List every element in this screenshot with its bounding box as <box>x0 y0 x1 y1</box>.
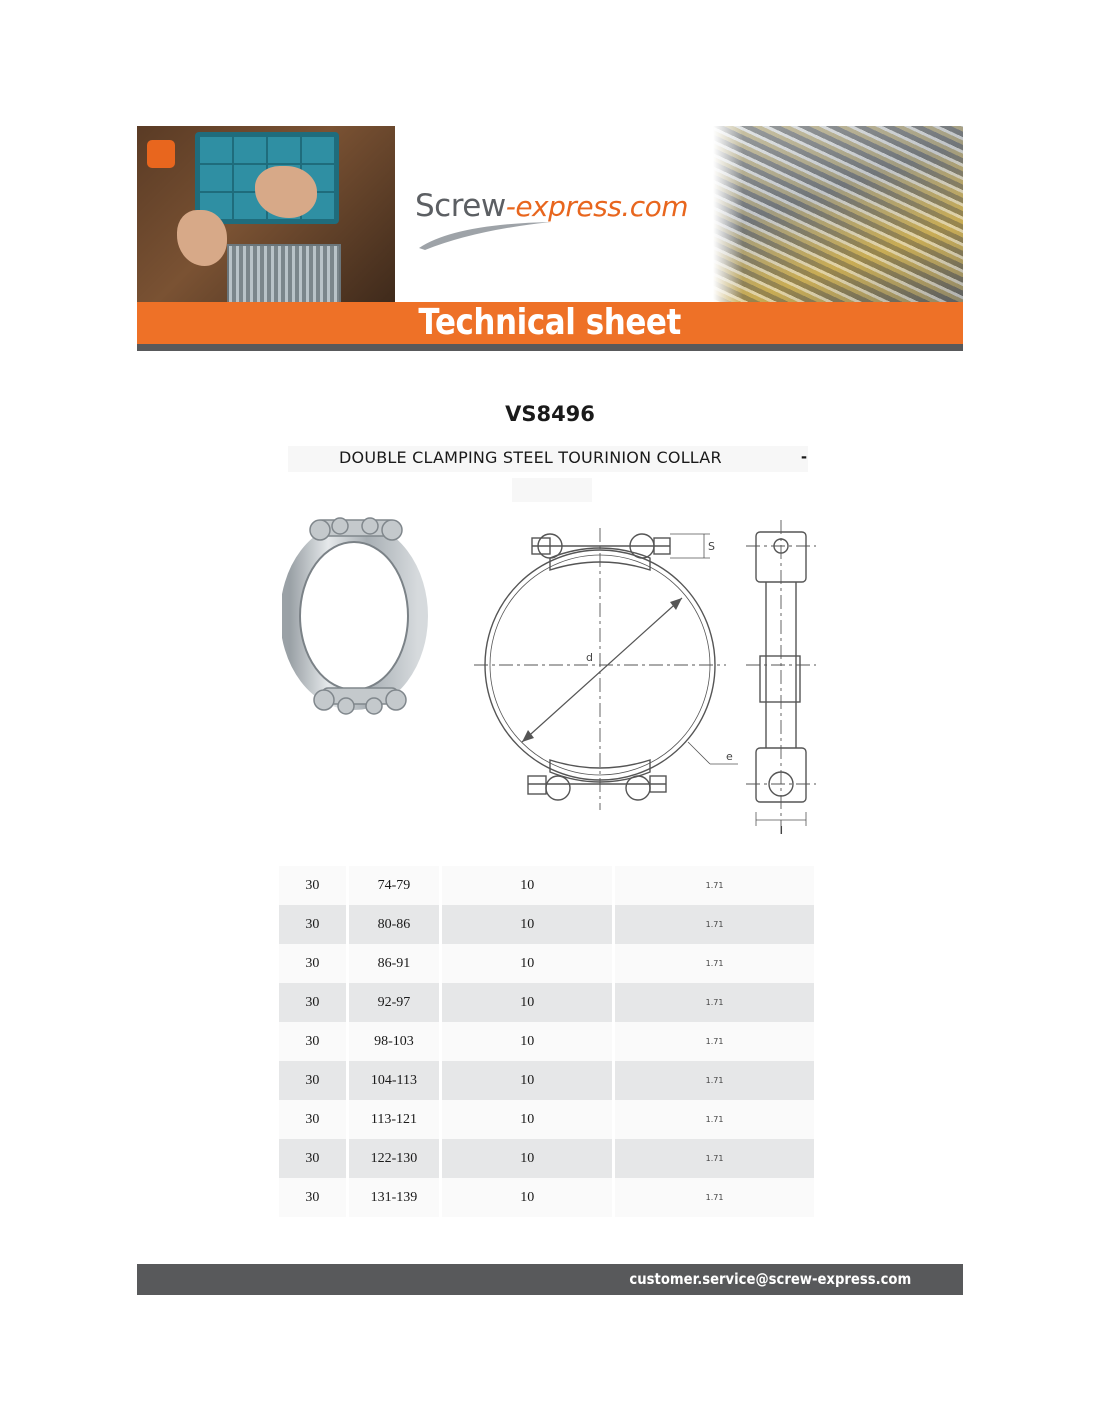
table-cell: 10 <box>442 1022 615 1061</box>
table-cell: 1.71 <box>615 866 814 905</box>
table-cell: 80-86 <box>349 905 443 944</box>
table-cell: 1.71 <box>615 905 814 944</box>
dim-label-e: e <box>726 750 733 763</box>
table-row <box>279 1061 814 1100</box>
tape-measure-icon <box>147 140 175 168</box>
faded-background-text <box>512 478 592 502</box>
table-cell: 113-121 <box>349 1100 443 1139</box>
technical-drawing <box>470 520 825 840</box>
table-row <box>279 1100 814 1139</box>
logo-part-screw: Screw <box>415 188 506 224</box>
contact-email-link[interactable]: customer.service@screw-express.com <box>629 1270 911 1288</box>
workshop-photo <box>137 126 395 302</box>
screws-photo <box>713 126 963 302</box>
separator-dash: - <box>801 446 807 466</box>
table-cell: 1.71 <box>615 1100 814 1139</box>
table-cell: 30 <box>279 1061 349 1100</box>
table-cell: 1.71 <box>615 1139 814 1178</box>
dim-label-d: d <box>586 651 593 664</box>
table-cell: 92-97 <box>349 983 443 1022</box>
divider <box>137 344 963 351</box>
table-row <box>279 905 814 944</box>
table-cell: 1.71 <box>615 983 814 1022</box>
footer-bar <box>137 1264 963 1295</box>
table-cell: 122-130 <box>349 1139 443 1178</box>
table-cell: 30 <box>279 1100 349 1139</box>
table-row <box>279 944 814 983</box>
table-cell: 98-103 <box>349 1022 443 1061</box>
table-cell: 131-139 <box>349 1178 443 1217</box>
header-banner <box>137 126 963 351</box>
screw-express-logo[interactable] <box>415 188 715 248</box>
dim-label-l: l <box>780 824 784 837</box>
logo-part-express: -express.com <box>505 190 689 223</box>
product-name: DOUBLE CLAMPING STEEL TOURINION COLLAR <box>339 448 722 467</box>
logo-swoosh-icon <box>415 218 555 252</box>
dim-label-s: S <box>708 540 715 553</box>
table-cell: 10 <box>442 866 615 905</box>
table-cell: 10 <box>442 1139 615 1178</box>
table-cell: 104-113 <box>349 1061 443 1100</box>
table-cell: 30 <box>279 1022 349 1061</box>
clamp-product-image <box>282 512 432 722</box>
table-cell: 1.71 <box>615 1178 814 1217</box>
table-cell: 1.71 <box>615 1022 814 1061</box>
table-row <box>279 866 814 905</box>
spec-table <box>279 866 814 1217</box>
table-cell: 74-79 <box>349 866 443 905</box>
table-cell: 10 <box>442 983 615 1022</box>
table-row <box>279 1178 814 1217</box>
table-cell: 1.71 <box>615 944 814 983</box>
table-cell: 30 <box>279 866 349 905</box>
table-cell: 10 <box>442 1061 615 1100</box>
table-row <box>279 1139 814 1178</box>
product-code: VS8496 <box>505 402 595 426</box>
hand-left <box>177 210 227 266</box>
table-cell: 1.71 <box>615 1061 814 1100</box>
table-cell: 10 <box>442 1100 615 1139</box>
table-cell: 10 <box>442 1178 615 1217</box>
table-cell: 30 <box>279 905 349 944</box>
page-title: Technical sheet <box>418 302 682 343</box>
title-bar <box>137 302 963 344</box>
table-cell: 30 <box>279 1178 349 1217</box>
table-cell: 30 <box>279 1139 349 1178</box>
table-cell: 30 <box>279 983 349 1022</box>
table-cell: 10 <box>442 905 615 944</box>
table-cell: 10 <box>442 944 615 983</box>
table-cell: 30 <box>279 944 349 983</box>
screw-box <box>227 244 341 302</box>
table-cell: 86-91 <box>349 944 443 983</box>
table-row <box>279 1022 814 1061</box>
table-row <box>279 983 814 1022</box>
